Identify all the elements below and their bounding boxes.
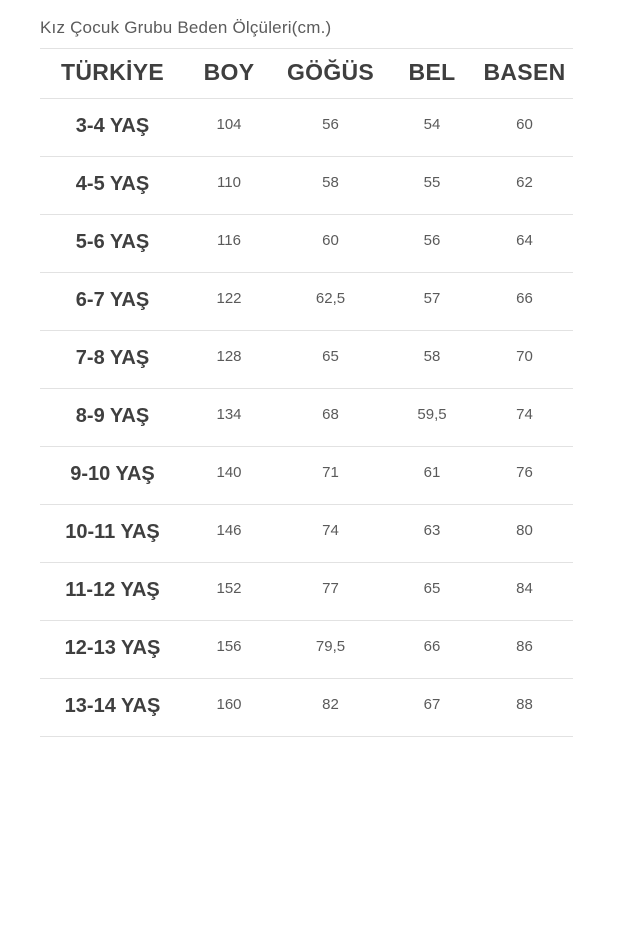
cell-basen: 60	[476, 99, 573, 157]
table-row	[40, 273, 573, 331]
column-header-turkiye: TÜRKİYE	[40, 49, 185, 99]
cell-gogus: 82	[273, 679, 388, 737]
table-row	[40, 621, 573, 679]
cell-gogus: 77	[273, 563, 388, 621]
cell-size: 11-12 YAŞ	[40, 563, 185, 621]
cell-gogus: 79,5	[273, 621, 388, 679]
cell-size: 12-13 YAŞ	[40, 621, 185, 679]
cell-basen: 70	[476, 331, 573, 389]
cell-bel: 54	[388, 99, 476, 157]
table-row	[40, 563, 573, 621]
cell-basen: 74	[476, 389, 573, 447]
cell-bel: 66	[388, 621, 476, 679]
size-measurements-table	[40, 48, 573, 737]
table-row	[40, 389, 573, 447]
cell-basen: 86	[476, 621, 573, 679]
cell-basen: 66	[476, 273, 573, 331]
cell-basen: 80	[476, 505, 573, 563]
table-body	[40, 99, 573, 737]
cell-size: 4-5 YAŞ	[40, 157, 185, 215]
cell-boy: 146	[185, 505, 273, 563]
table-row	[40, 157, 573, 215]
cell-bel: 58	[388, 331, 476, 389]
table-row	[40, 679, 573, 737]
column-header-bel: BEL	[388, 49, 476, 99]
cell-gogus: 71	[273, 447, 388, 505]
table-row	[40, 331, 573, 389]
cell-gogus: 56	[273, 99, 388, 157]
cell-bel: 56	[388, 215, 476, 273]
cell-boy: 110	[185, 157, 273, 215]
column-header-boy: BOY	[185, 49, 273, 99]
cell-gogus: 62,5	[273, 273, 388, 331]
cell-size: 10-11 YAŞ	[40, 505, 185, 563]
cell-size: 5-6 YAŞ	[40, 215, 185, 273]
column-header-basen: BASEN	[476, 49, 573, 99]
cell-basen: 64	[476, 215, 573, 273]
cell-bel: 59,5	[388, 389, 476, 447]
table-header-row	[40, 49, 573, 99]
cell-basen: 62	[476, 157, 573, 215]
cell-boy: 160	[185, 679, 273, 737]
cell-boy: 116	[185, 215, 273, 273]
cell-basen: 84	[476, 563, 573, 621]
cell-basen: 88	[476, 679, 573, 737]
cell-size: 3-4 YAŞ	[40, 99, 185, 157]
cell-gogus: 65	[273, 331, 388, 389]
cell-gogus: 58	[273, 157, 388, 215]
cell-size: 7-8 YAŞ	[40, 331, 185, 389]
table-header	[40, 49, 573, 99]
cell-size: 8-9 YAŞ	[40, 389, 185, 447]
cell-bel: 65	[388, 563, 476, 621]
cell-gogus: 60	[273, 215, 388, 273]
cell-boy: 156	[185, 621, 273, 679]
cell-boy: 140	[185, 447, 273, 505]
cell-basen: 76	[476, 447, 573, 505]
page-title: Kız Çocuk Grubu Beden Ölçüleri(cm.)	[40, 18, 332, 37]
cell-bel: 55	[388, 157, 476, 215]
table-row	[40, 99, 573, 157]
cell-size: 13-14 YAŞ	[40, 679, 185, 737]
cell-boy: 128	[185, 331, 273, 389]
cell-bel: 57	[388, 273, 476, 331]
cell-boy: 152	[185, 563, 273, 621]
cell-bel: 63	[388, 505, 476, 563]
cell-boy: 104	[185, 99, 273, 157]
cell-size: 9-10 YAŞ	[40, 447, 185, 505]
cell-bel: 67	[388, 679, 476, 737]
cell-bel: 61	[388, 447, 476, 505]
cell-size: 6-7 YAŞ	[40, 273, 185, 331]
table-row	[40, 215, 573, 273]
cell-gogus: 68	[273, 389, 388, 447]
cell-boy: 122	[185, 273, 273, 331]
column-header-gogus: GÖĞÜS	[273, 49, 388, 99]
cell-boy: 134	[185, 389, 273, 447]
table-row	[40, 447, 573, 505]
cell-gogus: 74	[273, 505, 388, 563]
table-row	[40, 505, 573, 563]
